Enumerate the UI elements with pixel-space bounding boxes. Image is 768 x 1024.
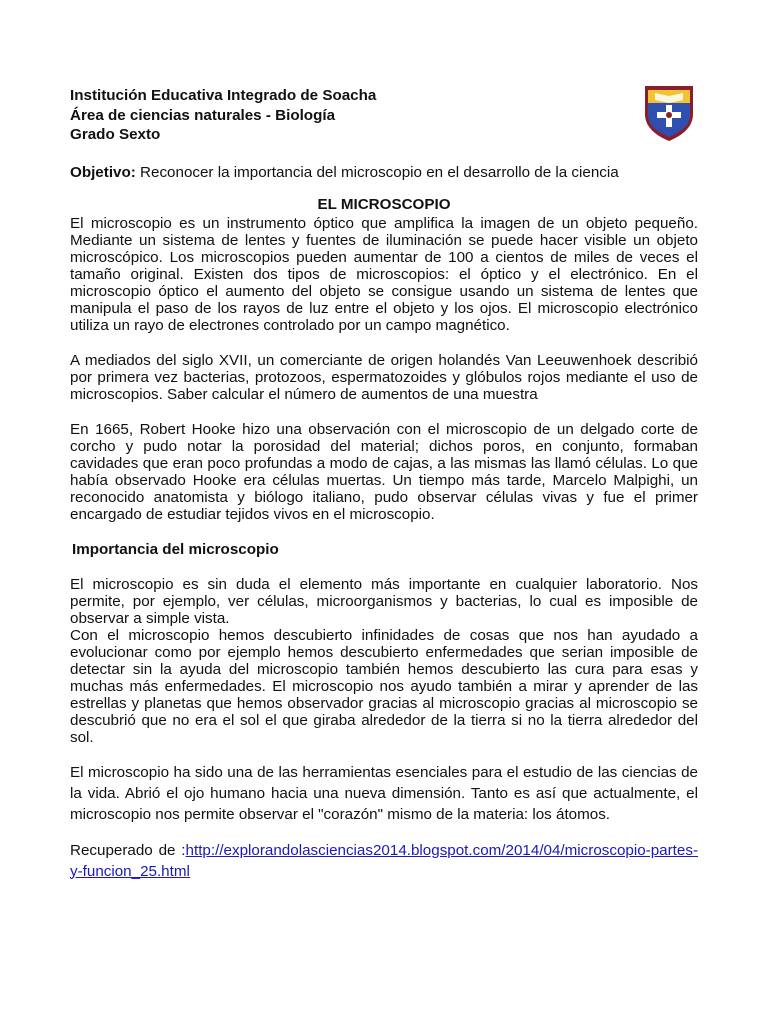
- source-link[interactable]: http://explorandolasciencias2014.blogspot.com/2014/04/microscopio-partes-y-funcion_25.html: [70, 841, 698, 880]
- objective: [70, 164, 698, 181]
- grade-level: Grado Sexto: [70, 126, 161, 143]
- paragraph-hooke: En 1665, Robert Hooke hizo una observación con el microscopio de un delgado corte de corcho y pudo notar la porosidad del material; dichos poros, en conjunto, formaban cavidades que eran poco profundas a modo de cajas, a las mismas las llamó células. Lo que había observado Hooke era células muertas. Un tiempo más tarde, Marcelo Malpighi, un reconocido anatomista y biólogo italiano, pudo observar células vivas y fue el primer encargado de estudiar tejidos vivos en el microscopio.: [70, 420, 698, 523]
- shield-icon: [642, 84, 696, 142]
- importance-paragraph-1: El microscopio es sin duda el elemento más importante en cualquier laboratorio. Nos permite, por ejemplo, ver células, microorganismos y bacterias, lo cual es imposible de observar a simple vista.: [70, 575, 698, 627]
- objective-label: Objetivo:: [70, 163, 136, 181]
- importance-paragraph-3: El microscopio ha sido una de las herramientas esenciales para el estudio de las ciencias de la vida. Abrió el ojo humano hacia una nueva dimensión. Tanto es así que actualmente, el microscopio nos permite observar el "corazón" mismo de la materia: los átomos.: [70, 763, 698, 823]
- paragraph-intro: El microscopio es un instrumento óptico que amplifica la imagen de un objeto pequeño. Mediante un sistema de lentes y fuentes de iluminación se puede hacer visible un objeto microscópico. Los microscopios pueden aumentar de 100 a cientos de miles de veces el tamaño original. Existen dos tipos de microscopios: el óptico y el electrónico. En el microscopio óptico el aumento del objeto se consigue usando un sistema de lentes que manipula el paso de los rayos de luz entre el objeto y los ojos. El microscopio electrónico utiliza un rayo de electrones controlado por un campo magnético.: [70, 214, 698, 334]
- school-shield-logo: [642, 84, 696, 142]
- objective-text: Reconocer la importancia del microscopio en el desarrollo de la ciencia: [135, 163, 619, 181]
- importance-paragraph-2: Con el microscopio hemos descubierto infinidades de cosas que nos han ayudado a evolucionar como por ejemplo hemos descubierto enfermedades que serian imposible de detectar sin la ayuda del microscopio también hemos descubierto las cura para esas y muchas más enfermedades. El microscopio nos ayudo también a mirar y aprender de las estrellas y planetas que hemos observador gracias al microscopio gracias al microscopio se descubrió que no era el sol el que giraba alrededor de la tierra si no la tierra alrededor del sol.: [70, 626, 698, 746]
- source-reference: [70, 840, 698, 882]
- document-page: [70, 86, 698, 882]
- institution-name: Institución Educativa Integrado de Soacha: [70, 87, 377, 104]
- paragraph-history: A mediados del siglo XVII, un comerciante de origen holandés Van Leeuwenhoek describió por primera vez bacterias, protozoos, espermatozoides y glóbulos rojos mediante el uso de microscopios. Saber calcular el número de aumentos de una muestra: [70, 351, 698, 403]
- document-title: EL MICROSCOPIO: [317, 195, 451, 213]
- importance-heading: Importancia del microscopio: [72, 540, 279, 558]
- subject-area: Área de ciencias naturales - Biología: [70, 106, 336, 124]
- document-header: [70, 86, 698, 145]
- source-label: Recuperado de :: [70, 841, 186, 859]
